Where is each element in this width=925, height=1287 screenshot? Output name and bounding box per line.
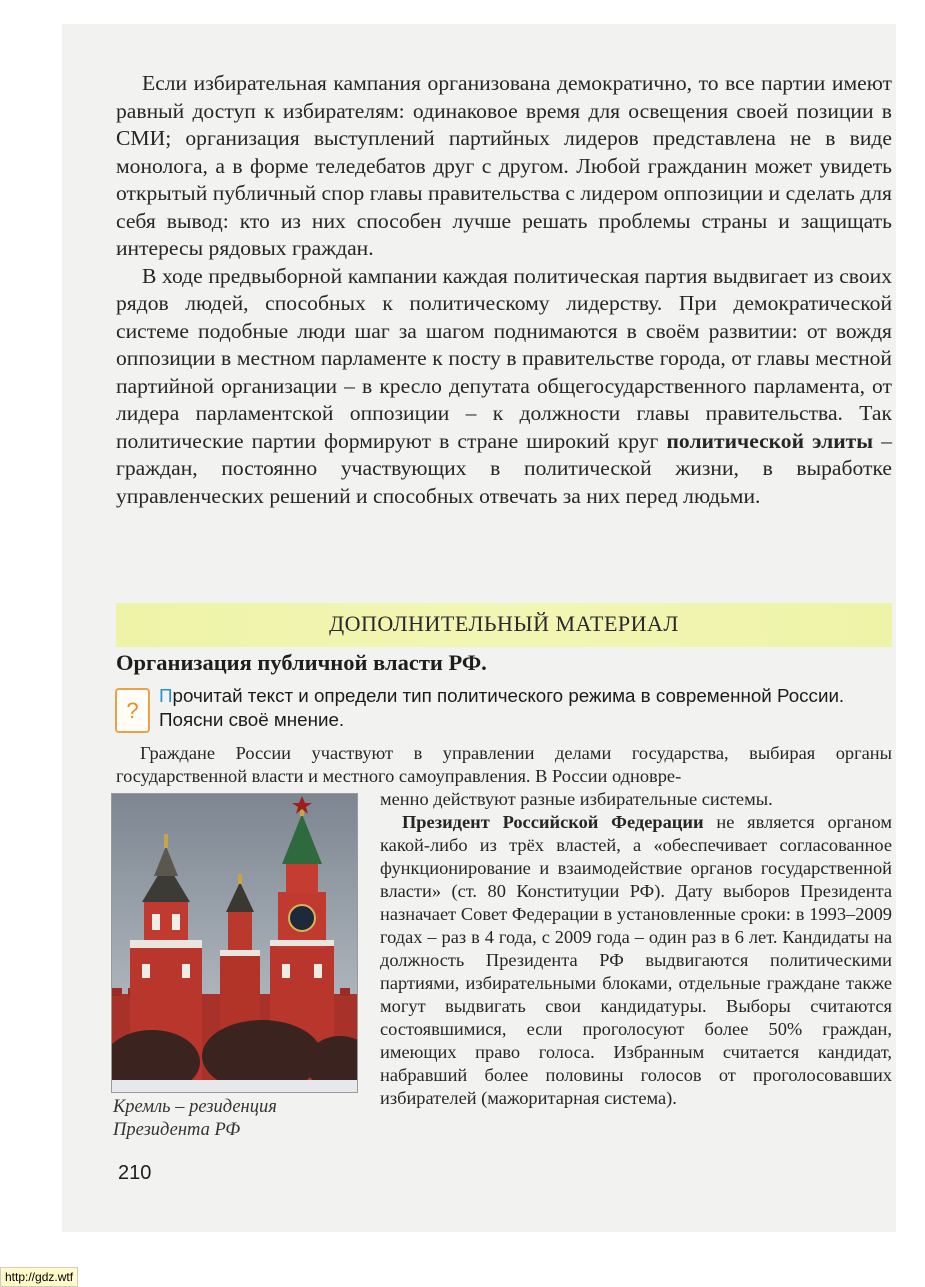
- intro-continuation: менно действуют разные избирательные системы.: [380, 789, 773, 809]
- task-rest: рочитай текст и определи тип политического режима в современной России. Поясни своё мнение.: [159, 685, 845, 730]
- paragraph-2: [116, 263, 892, 511]
- page-number: 210: [118, 1162, 152, 1184]
- task-text: [159, 684, 893, 732]
- paragraph-2-end: – граждан, постоянно участвующих в политической жизни, в выработке управленческих решений и способных отвечать за них перед людьми.: [116, 428, 892, 508]
- photo-caption: [113, 1096, 363, 1142]
- kremlin-illustration: [112, 794, 357, 1092]
- section-title: Организация публичной власти РФ.: [116, 650, 487, 675]
- kremlin-photo: [111, 793, 358, 1093]
- term-president: Президент Российской Федерации: [402, 812, 704, 832]
- main-text: [116, 70, 892, 510]
- caption-line-2: Президента РФ: [113, 1120, 241, 1140]
- question-icon: ?: [115, 688, 150, 733]
- president-paragraph: [380, 811, 892, 1110]
- band-title: ДОПОЛНИТЕЛЬНЫЙ МАТЕРИАЛ: [329, 611, 679, 636]
- task-first-letter: П: [159, 685, 173, 706]
- term-political-elite: политической элиты: [666, 428, 874, 453]
- paragraph-1: Если избирательная кампания организована демократично, то все партии имеют равный доступ к избирателям: одинаковое время для освещения своей позиции в СМИ; организация выступлений партийных лидеров представлена не в виде монолога, а в форме теледебатов друг с другом. Любой гражданин может увидеть открытый публичный спор главы правительства с лидером оппозиции и сделать для себя вывод: кто из них способен лучше решать проблемы страны и защищать интересы рядовых граждан.: [116, 71, 892, 260]
- paragraph-2-start: В ходе предвыборной кампании каждая политическая партия выдвигает из своих рядов людей, способных к политическому лидерству. При демократической системе подобные люди шаг за шагом поднимаются в своём развитии: от вождя оппозиции в местном парламенте к посту в правительстве города, от главы местной партийной организации – в кресло депутата общегосударственного парламента, от лидера парламентской оппозиции – к должности главы правительства. Так политические партии формируют в стране широкий круг: [116, 263, 892, 453]
- intro-paragraph: Граждане России участвуют в управлении делами государства, выбирая органы государственной власти и местного самоуправления. В России одновре-: [116, 743, 892, 786]
- additional-material-band: [116, 603, 892, 647]
- caption-line-1: Кремль – резиденция: [113, 1097, 277, 1117]
- president-paragraph-text: не является органом какой-либо из трёх властей, а «обеспечивает согласованное функционирование и взаимодействие органов государственной власти» (ст. 80 Конституции РФ). Дату выборов Президента назначает Совет Федерации в установленные сроки: в 1993–2009 годах – раз в 4 года, с 2009 года – один раз в 6 лет. Кандидаты на должность Президента РФ выдвигаются политическими партиями, избирательными блоками, отдельные граждане также могут выдвигать свои кандидатуры. Выборы считаются состоявшимися, если проголосуют более 50% граждан, имеющих право голоса. Избранным считается кандидат, набравший более половины голосов от проголосовавших избирателей (мажоритарная система).: [380, 812, 892, 1108]
- intro-text: [116, 742, 892, 788]
- right-column-text: [380, 788, 892, 1110]
- watermark-link[interactable]: http://gdz.wtf: [0, 1267, 78, 1287]
